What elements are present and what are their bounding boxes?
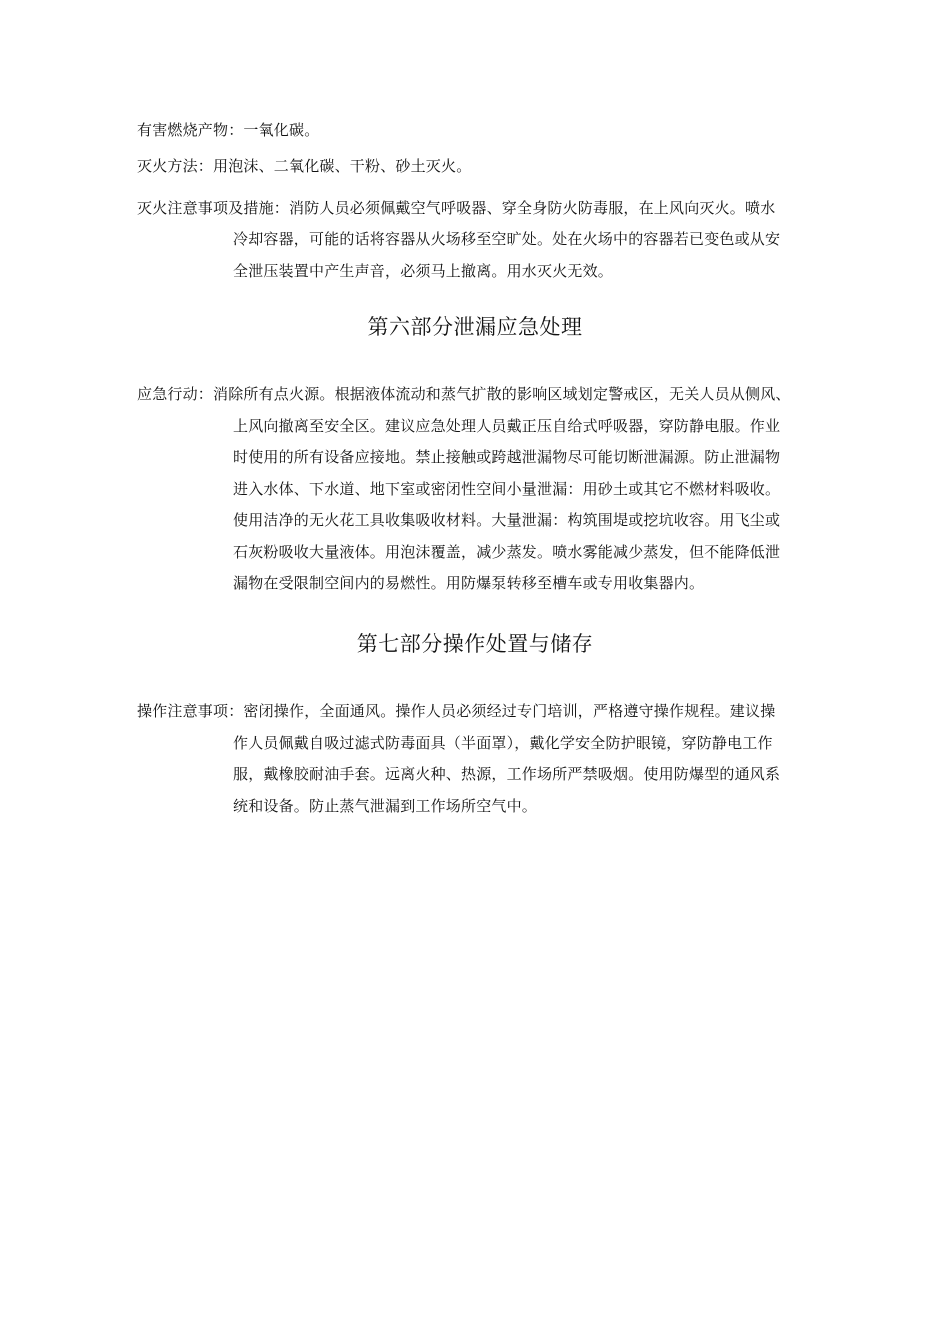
- section7-heading: 第七部分操作处置与储存: [356, 632, 594, 656]
- emergency-action-line-3: 时使用的所有设备应接地。禁止接触或跨越泄漏物尽可能切断泄漏源。防止泄漏物: [233, 448, 781, 466]
- firefighting-notes-line-3: 全泄压装置中产生声音，必须马上撤离。用水灭火无效。: [233, 261, 614, 280]
- section6-heading: 第六部分泄漏应急处理: [367, 315, 583, 339]
- emergency-action-line-6: 石灰粉吸收大量液体。用泡沫覆盖，减少蒸发。喷水雾能减少蒸发，但不能降低泄: [233, 542, 781, 561]
- firefighting-notes-line-1: 灭火注意事项及措施：消防人员必须佩戴空气呼吸器、穿全身防火防毒服，在上风向灭火。喷水: [137, 198, 776, 217]
- emergency-action-line-1: 应急行动：消除所有点火源。根据液体流动和蒸气扩散的影响区域划定警戒区，无关人员从侧风、: [137, 385, 791, 403]
- firefighting-notes: [137, 161, 827, 287]
- extinguishing-method-text: 灭火方法：用泡沫、二氧化碳、干粉、砂土灭火。: [137, 157, 472, 175]
- emergency-action-line-7: 漏物在受限制空间内的易燃性。用防爆泵转移至槽车或专用收集器内。: [233, 574, 705, 592]
- emergency-action-line-4: 进入水体、下水道、地下室或密闭性空间小量泄漏：用砂土或其它不燃材料吸收。: [233, 479, 781, 498]
- operation-notes-line-3: 服，戴橡胶耐油手套。远离火种、热源，工作场所严禁吸烟。使用防爆型的通风系: [233, 765, 781, 783]
- firefighting-notes-line-2: 冷却容器，可能的话将容器从火场移至空旷处。处在火场中的容器若已变色或从安: [233, 230, 781, 248]
- combustion-products-text: 有害燃烧产物：一氧化碳。: [137, 121, 320, 139]
- operation-notes-line-2: 作人员佩戴自吸过滤式防毒面具（半面罩），戴化学安全防护眼镜，穿防静电工作: [233, 733, 773, 752]
- operation-notes-paragraph: [137, 696, 827, 822]
- emergency-action-line-5: 使用洁净的无火花工具收集吸收材料。大量泄漏：构筑围堤或挖坑收容。用飞尘或: [233, 511, 781, 529]
- operation-notes-line-1: 操作注意事项：密闭操作，全面通风。操作人员必须经过专门培训，严格遵守操作规程。建议操: [137, 702, 776, 720]
- combustion-products-paragraph: [137, 115, 827, 147]
- emergency-action-line-2: 上风向撤离至安全区。建议应急处理人员戴正压自给式呼吸器，穿防静电服。作业: [233, 416, 781, 435]
- emergency-action-paragraph: [137, 379, 827, 600]
- operation-notes-line-4: 统和设备。防止蒸气泄漏到工作场所空气中。: [233, 796, 538, 815]
